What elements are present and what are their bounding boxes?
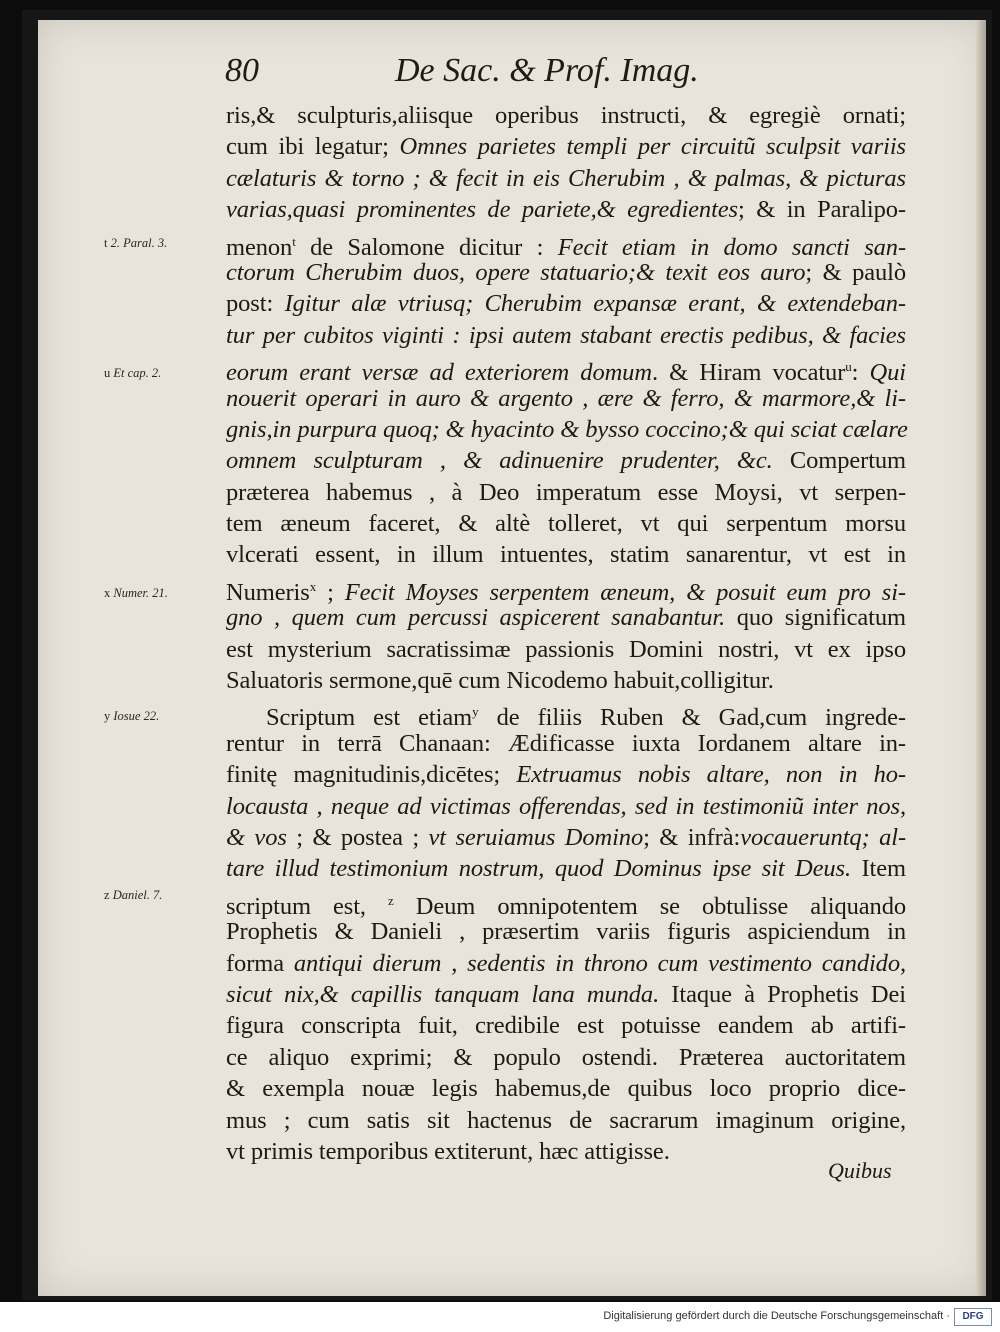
roman-text: ris,& sculpturis,aliisque operibus instructi, & egregiè ornati; — [226, 102, 906, 129]
text-line — [226, 194, 906, 225]
italic-quote: gnis,in purpura quoq; & hyacinto & bysso coccino;& qui sciat cælare — [226, 415, 908, 443]
roman-text: mus ; cum satis sit hactenus de sacrarum imaginum origine, — [226, 1106, 906, 1134]
page-number: 80 — [225, 52, 259, 89]
roman-text: tem æneum faceret, & altè tolleret, vt qui serpentum morsu — [226, 510, 906, 538]
margin-note-mark: z — [104, 888, 110, 902]
footnote-mark: t — [292, 233, 296, 249]
text-line — [226, 602, 906, 633]
italic-quote: Extruamus nobis altare, non in ho- — [516, 761, 906, 789]
italic-quote: tur per cubitos viginti : ipsi autem stabant erectis pedibus, & facies — [226, 321, 906, 349]
text-line — [226, 320, 906, 351]
catchword: Quibus — [828, 1158, 892, 1183]
roman-text: menon — [226, 233, 293, 261]
margin-note-ref: Iosue 22. — [113, 709, 160, 723]
margin-note-mark: u — [104, 366, 111, 380]
italic-quote: Fecit Moyses serpentem æneum, & posuit eum pro si- — [344, 579, 906, 607]
text-line — [226, 351, 906, 387]
italic-quote: Qui — [869, 359, 906, 387]
roman-text: Itaque à Prophetis Dei — [659, 980, 906, 1008]
body-text — [226, 100, 906, 1167]
text-line — [226, 226, 906, 261]
margin-note-mark: t — [104, 236, 108, 250]
margin-note-y — [104, 709, 159, 724]
text-line — [226, 665, 906, 696]
roman-text: vt primis temporibus extiterunt, hæc attigisse. — [226, 1137, 670, 1165]
page-gutter-edge — [976, 20, 986, 1296]
margin-note-ref: 2. Paral. 3. — [110, 236, 168, 250]
text-line — [226, 445, 906, 476]
text-line — [226, 853, 906, 884]
italic-quote: ctorum Cherubim duos, opere statuario;& texit eos auro — [226, 258, 806, 286]
roman-text: scriptum est, — [226, 892, 389, 920]
italic-quote: vocaueruntq; al- — [740, 823, 906, 851]
roman-text: vlcerati essent, in illum intuentes, statim sanarentur, vt est in — [226, 541, 906, 569]
roman-text: ; & postea ; — [286, 823, 429, 851]
roman-text: ; & paulò — [805, 258, 906, 286]
roman-text: . & Hiram vocatur — [651, 359, 846, 387]
text-line — [226, 1010, 906, 1041]
roman-text: est mysterium sacratissimæ passionis Domini nostri, vt ex ipso — [226, 635, 906, 663]
italic-quote: eorum erant versæ ad exteriorem domum — [226, 359, 652, 387]
text-line — [226, 288, 906, 319]
roman-text: forma — [226, 949, 294, 977]
roman-text: Scriptum est etiam — [266, 704, 473, 732]
roman-text: Compertum — [772, 447, 907, 475]
roman-text: Numeris — [226, 579, 310, 607]
italic-quote: cælaturis & torno ; & fecit in eis Cherubim , & palmas, & picturas — [226, 164, 906, 192]
text-line — [226, 759, 906, 790]
dfg-logo-icon: DFG — [954, 1308, 992, 1326]
footnote-mark: x — [309, 578, 317, 594]
italic-quote: gno , quem cum percussi aspicerent sanabantur. — [226, 604, 726, 632]
text-line — [226, 1042, 906, 1073]
text-line — [226, 885, 906, 920]
roman-text: quo significatum — [725, 604, 906, 632]
text-line — [226, 1136, 906, 1167]
margin-note-z — [104, 888, 162, 903]
margin-note-mark: x — [104, 586, 111, 600]
margin-note-mark: y — [104, 709, 111, 723]
footnote-mark: y — [472, 704, 479, 720]
margin-note-ref: Et cap. 2. — [113, 366, 162, 380]
roman-text: de Salomone dicitur : — [295, 233, 558, 261]
italic-quote: & vos — [226, 823, 287, 851]
roman-text: : — [851, 359, 870, 387]
margin-note-ref: Daniel. 7. — [112, 888, 163, 902]
roman-text: Saluatoris sermone,quē cum Nicodemo habuit,colligitur. — [226, 667, 774, 695]
text-line — [226, 131, 906, 162]
roman-text: ce aliquo exprimi; & populo ostendi. Præterea auctoritatem — [226, 1043, 906, 1071]
text-line — [226, 948, 906, 979]
roman-text: & exempla nouæ legis habemus,de quibus loco proprio dice- — [226, 1075, 906, 1103]
italic-quote: locausta , neque ad victimas offerendas, sed in testimoniũ inter nos, — [226, 792, 906, 820]
text-line — [226, 791, 906, 822]
text-line — [226, 1073, 906, 1104]
margin-note-ref: Numer. 21. — [113, 586, 168, 600]
text-line — [226, 1105, 906, 1136]
roman-text: Item — [851, 855, 906, 883]
footer-bar — [0, 1302, 1000, 1332]
text-line — [226, 508, 906, 539]
italic-quote: vt seruiamus Domino — [428, 823, 644, 851]
italic-quote: nouerit operari in auro & argento , ære & ferro, & marmore,& li- — [226, 384, 906, 412]
text-line — [226, 696, 906, 732]
text-line — [226, 414, 906, 445]
italic-quote: tare illud testimonium nostrum, quod Dominus ipse sit Deus. — [226, 855, 852, 883]
roman-text: rentur in terrā Chanaan: Ædificasse iuxta Iordanem altare in- — [226, 729, 906, 757]
text-line — [226, 979, 906, 1010]
text-line — [226, 257, 906, 288]
text-line — [226, 634, 906, 665]
roman-text: de filiis Ruben & Gad,cum ingrede- — [478, 704, 906, 732]
italic-quote: omnem sculpturam , & adinuenire prudenter, &c. — [226, 447, 773, 475]
italic-quote: varias,quasi prominentes de pariete,& egredientes — [226, 196, 738, 224]
text-line — [226, 916, 906, 947]
roman-text: ; — [316, 579, 345, 607]
roman-text: ; & infrà: — [643, 823, 741, 851]
text-line — [226, 728, 906, 759]
italic-quote: sicut nix,& capillis tanquam lana munda. — [226, 980, 660, 1008]
running-head: De Sac. & Prof. Imag. — [395, 52, 699, 89]
roman-text: cum ibi legatur; — [226, 133, 400, 161]
margin-note-u — [104, 366, 161, 381]
roman-text: figura conscripta fuit, credibile est potuisse eandem ab artifi- — [226, 1012, 906, 1040]
text-line — [226, 477, 906, 508]
margin-note-t — [104, 236, 167, 251]
italic-quote: antiqui dierum , sedentis in throno cum vestimento candido, — [293, 949, 906, 977]
margin-note-x — [104, 586, 168, 601]
italic-quote: Omnes parietes templi per circuitũ sculpsit variis — [399, 133, 906, 161]
italic-quote: Igitur alæ vtriusq; Cherubim expansæ erant, & extendeban- — [284, 290, 906, 318]
text-line — [226, 383, 906, 414]
roman-text: finitę magnitudinis,dicētes; — [226, 761, 517, 789]
roman-text: præterea habemus , à Deo imperatum esse Moysi, vt serpen- — [226, 478, 906, 506]
text-line — [226, 571, 906, 607]
footnote-mark: u — [845, 359, 852, 375]
text-line — [226, 822, 906, 853]
footnote-mark: z — [388, 892, 394, 908]
roman-text: ; & in Paralipo- — [738, 196, 906, 224]
italic-quote: Fecit etiam in domo sancti san- — [557, 233, 906, 261]
text-line — [226, 539, 906, 570]
footer-credit: Digitalisierung gefördert durch die Deutsche Forschungsgemeinschaft · — [603, 1310, 950, 1322]
roman-text: post: — [226, 290, 285, 318]
roman-text: Prophetis & Danieli , præsertim variis figuris aspiciendum in — [226, 918, 906, 946]
text-line — [226, 163, 906, 194]
roman-text: Deum omnipotentem se obtulisse aliquando — [393, 892, 906, 920]
text-line — [226, 100, 906, 131]
